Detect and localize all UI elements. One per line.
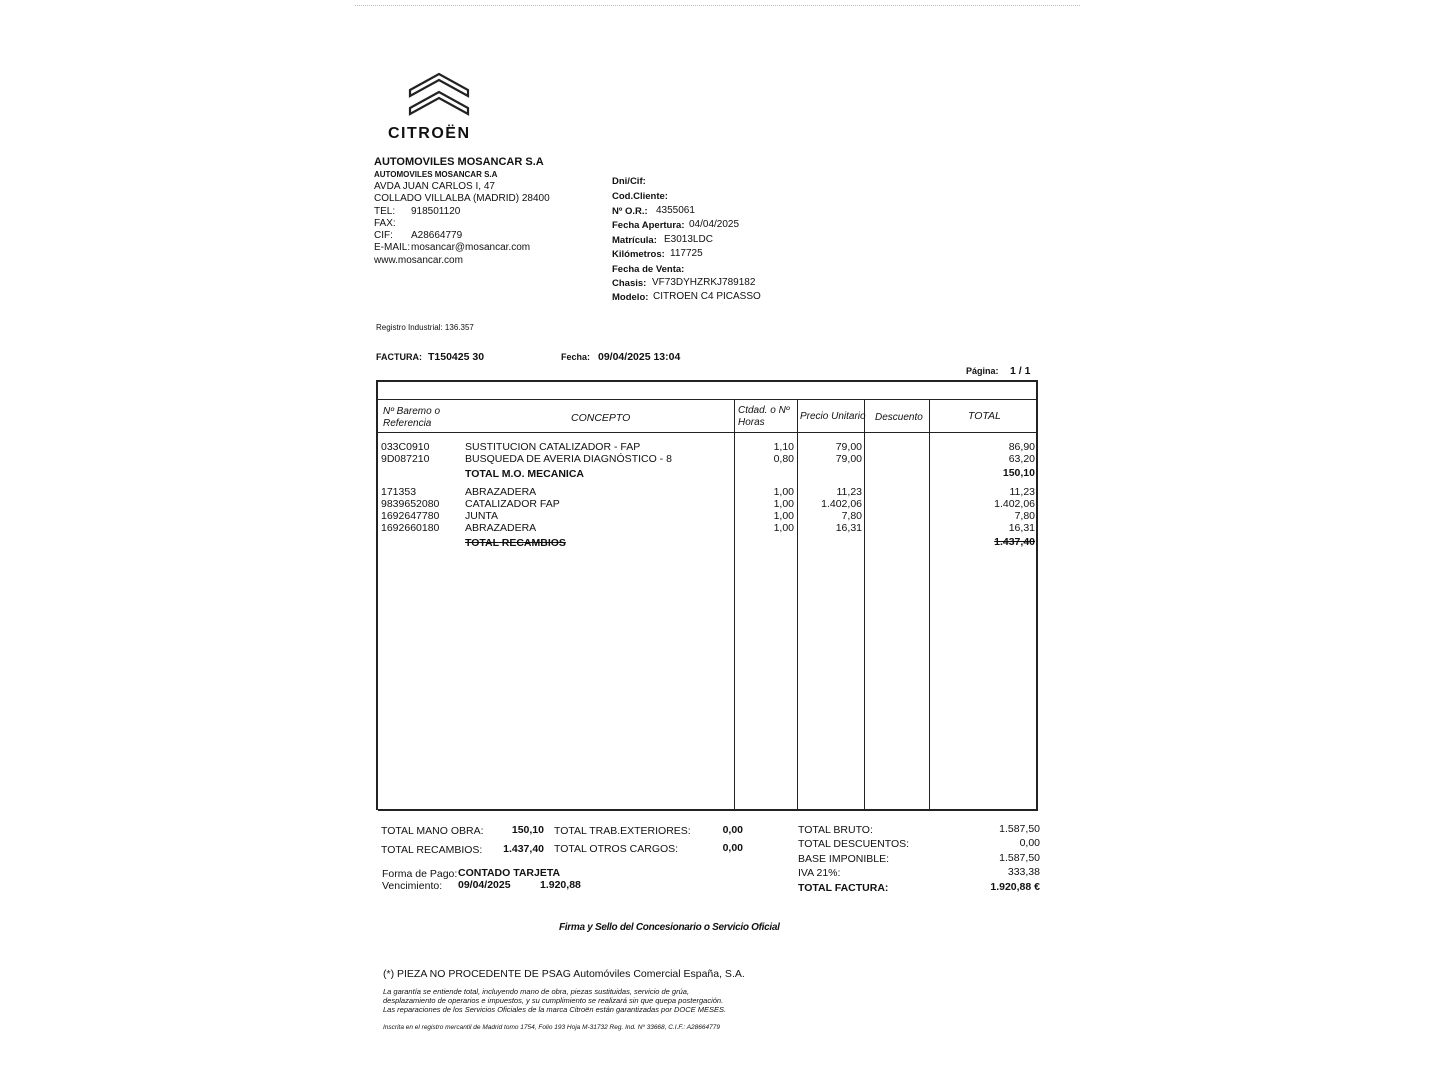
company-cif: A28664779 — [411, 230, 463, 241]
subtotal-recambios-label: TOTAL RECAMBIOS — [465, 537, 566, 549]
row-ref: 033C0910 — [381, 441, 430, 453]
factura-number: T150425 30 — [428, 351, 485, 363]
fecha-label: Fecha: — [561, 352, 591, 362]
vencimiento-fecha: 09/04/2025 — [458, 879, 511, 891]
row-ref: 171353 — [381, 486, 417, 498]
row-total: 7,80 — [1014, 510, 1035, 522]
forma-pago-value: CONTADO TARJETA — [458, 867, 561, 879]
total-trab-ext-value: 0,00 — [722, 824, 743, 836]
chasis-label: Chasis: — [612, 278, 647, 289]
cod-cliente-label: Cod.Cliente: — [612, 191, 668, 202]
firma-sello: Firma y Sello del Concesionario o Servicio Oficial — [559, 922, 780, 933]
citroen-double-chevron-icon — [408, 68, 470, 120]
total-mano-obra-value: 150,10 — [511, 824, 544, 836]
company-web: www.mosancar.com — [374, 255, 463, 266]
row-cantidad: 1,00 — [773, 486, 794, 498]
row-cantidad: 1,00 — [773, 510, 794, 522]
company-tel-label: TEL: — [374, 206, 396, 217]
company-address-1: AVDA JUAN CARLOS I, 47 — [374, 181, 495, 192]
base-imponible-label: BASE IMPONIBLE: — [798, 853, 890, 865]
row-ref: 1692660180 — [381, 522, 440, 534]
row-total: 63,20 — [1008, 453, 1035, 465]
dni-label: Dni/Cif: — [612, 176, 646, 187]
row-cantidad: 0,80 — [773, 453, 794, 465]
row-cantidad: 1,00 — [773, 498, 794, 510]
chasis-value: VF73DYHZRKJ789182 — [652, 277, 756, 288]
company-cif-label: CIF: — [374, 230, 393, 241]
company-name-small: AUTOMOVILES MOSANCAR S.A — [374, 170, 498, 179]
row-precio: 1.402,06 — [821, 498, 862, 510]
total-bruto-label: TOTAL BRUTO: — [798, 824, 873, 836]
total-recambios-label: TOTAL RECAMBIOS: — [381, 844, 483, 856]
garantia-linea-3: Las reparaciones de los Servicios Oficiales de la marca Citroën están garantizadas por DOCE MESES. — [383, 1005, 727, 1014]
modelo-value: CITROEN C4 PICASSO — [653, 291, 761, 302]
row-total: 16,31 — [1008, 522, 1035, 534]
row-ref: 9839652080 — [381, 498, 440, 510]
pieza-nota: (*) PIEZA NO PROCEDENTE DE PSAG Automóviles Comercial España, S.A. — [383, 968, 745, 980]
or-label: Nº O.R.: — [612, 206, 648, 217]
km-value: 117725 — [670, 248, 703, 259]
brand-name: CITROËN — [388, 125, 471, 142]
pagina-label: Página: — [966, 366, 999, 376]
row-cantidad: 1,10 — [773, 441, 794, 453]
pagina-value: 1 / 1 — [1010, 365, 1031, 377]
registro-mercantil: Inscrita en el registro mercantil de Madrid tomo 1754, Folio 193 Hoja M-31732 Reg. Ind. Nº 33668, C.I.F.: A28664779 — [383, 1024, 720, 1031]
matricula-value: E3013LDC — [664, 234, 713, 245]
row-concepto: ABRAZADERA — [465, 486, 537, 498]
row-total: 1.402,06 — [994, 498, 1035, 510]
company-name: AUTOMOVILES MOSANCAR S.A — [374, 156, 544, 168]
citroen-logo — [388, 68, 498, 148]
registro-industrial: Registro Industrial: 136.357 — [376, 323, 474, 332]
row-precio: 11,23 — [836, 486, 862, 498]
total-descuentos-value: 0,00 — [1019, 837, 1040, 849]
fecha-value: 09/04/2025 13:04 — [598, 351, 681, 363]
row-precio: 16,31 — [835, 522, 862, 534]
header-total: TOTAL — [968, 410, 1001, 422]
row-cantidad: 1,00 — [773, 522, 794, 534]
row-concepto: BUSQUEDA DE AVERIA DIAGNÓSTICO - 8 — [465, 453, 672, 465]
total-trab-ext-label: TOTAL TRAB.EXTERIORES: — [554, 825, 691, 837]
total-otros-label: TOTAL OTROS CARGOS: — [554, 843, 679, 855]
row-precio: 79,00 — [835, 453, 862, 465]
header-concepto: CONCEPTO — [571, 412, 631, 424]
total-recambios-value: 1.437,40 — [503, 843, 544, 855]
row-precio: 7,80 — [841, 510, 862, 522]
subtotal-mo-label: TOTAL M.O. MECANICA — [465, 468, 584, 480]
total-descuentos-label: TOTAL DESCUENTOS: — [798, 838, 910, 850]
company-tel: 918501120 — [411, 206, 461, 217]
total-mano-obra-label: TOTAL MANO OBRA: — [381, 825, 484, 837]
company-fax-label: FAX: — [374, 218, 396, 229]
row-precio: 79,00 — [835, 441, 862, 453]
fecha-apertura-value: 04/04/2025 — [689, 219, 740, 230]
row-total: 86,90 — [1008, 441, 1035, 453]
fecha-apertura-label: Fecha Apertura: — [612, 220, 685, 231]
or-value: 4355061 — [656, 205, 695, 216]
scan-noise-line — [355, 5, 1080, 7]
modelo-label: Modelo: — [612, 292, 649, 303]
iva-label: IVA 21%: — [798, 867, 841, 879]
row-ref: 1692647780 — [381, 510, 440, 522]
row-concepto: CATALIZADOR FAP — [465, 498, 560, 510]
vencimiento-importe: 1.920,88 — [540, 879, 581, 891]
row-total: 11,23 — [1009, 486, 1035, 498]
iva-value: 333,38 — [1007, 866, 1040, 878]
total-factura-value: 1.920,88 € — [990, 881, 1040, 893]
factura-label: FACTURA: — [376, 352, 422, 362]
base-imponible-value: 1.587,50 — [999, 852, 1040, 864]
company-email: mosancar@mosancar.com — [411, 242, 531, 253]
total-bruto-value: 1.587,50 — [999, 823, 1040, 835]
km-label: Kilómetros: — [612, 249, 665, 260]
header-ref: Nº Baremo o Referencia — [383, 406, 441, 429]
header-precio: Precio Unitario — [800, 411, 866, 422]
header-cantidad: Ctdad. o Nº Horas — [738, 405, 790, 428]
matricula-label: Matrícula: — [612, 235, 657, 246]
garantia-linea-1: La garantía se entiende total, incluyendo mano de obra, piezas sustituidas, servicio de grúa, — [383, 987, 690, 996]
total-factura-label: TOTAL FACTURA: — [798, 882, 889, 894]
forma-pago-label: Forma de Pago: — [382, 868, 458, 880]
vencimiento-label: Vencimiento: — [382, 880, 443, 892]
total-otros-value: 0,00 — [722, 842, 743, 854]
subtotal-mo-value: 150,10 — [1002, 467, 1035, 479]
garantia-linea-2: desplazamiento de operarios e impuestos, y su cumplimiento se realizará sin que quepa postergación. — [383, 996, 724, 1005]
subtotal-recambios-value: 1.437,40 — [994, 536, 1035, 548]
company-address-2: COLLADO VILLALBA (MADRID) 28400 — [374, 193, 550, 204]
row-ref: 9D087210 — [381, 453, 430, 465]
row-concepto: JUNTA — [465, 510, 499, 522]
fecha-venta-label: Fecha de Venta: — [612, 264, 685, 275]
row-concepto: ABRAZADERA — [465, 522, 537, 534]
row-concepto: SUSTITUCION CATALIZADOR - FAP — [465, 441, 641, 453]
header-descuento: Descuento — [875, 412, 923, 423]
company-email-label: E-MAIL: — [374, 242, 411, 253]
